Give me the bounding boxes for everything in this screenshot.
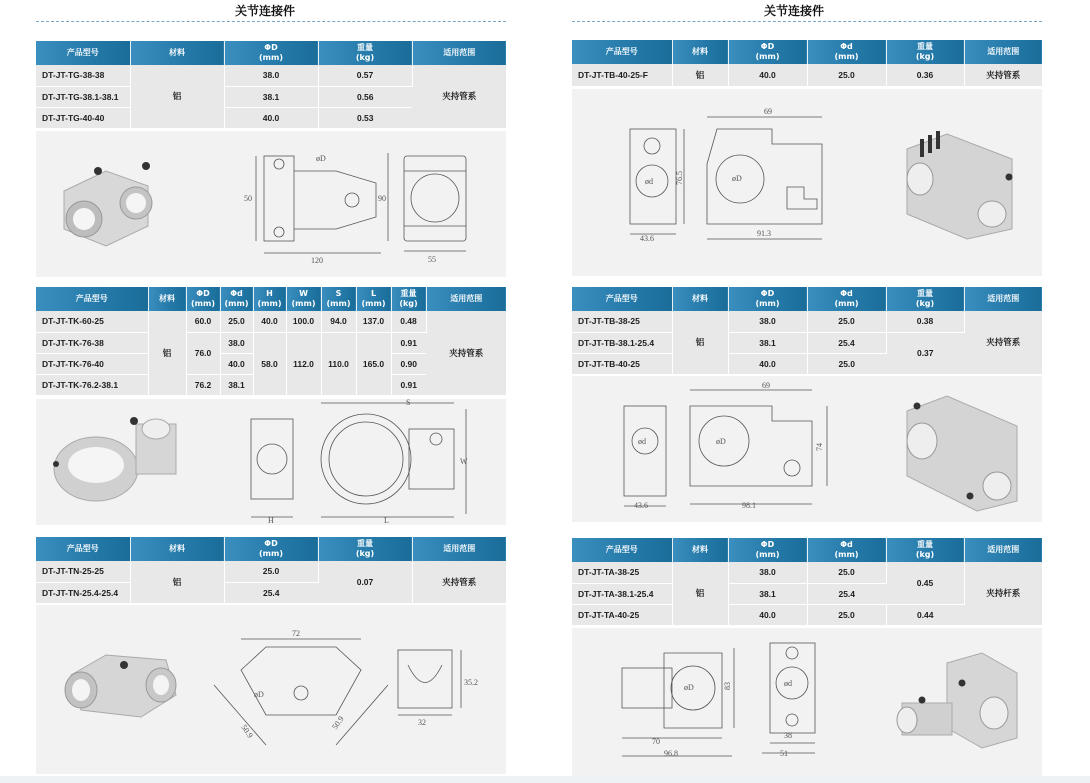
col-scope: 适用范围 (412, 41, 506, 65)
table-cell: 76.0 (186, 332, 220, 374)
dim-50-9-right: 50.9 (330, 714, 346, 732)
ta-front-view (622, 648, 734, 756)
table-cell: 112.0 (286, 332, 321, 395)
ta-product-render (897, 653, 1017, 748)
table-cell: 25.4 (807, 332, 886, 353)
dim-55: 55 (428, 255, 436, 264)
tbf-product-render (907, 131, 1013, 239)
table-cell: 铝 (130, 65, 224, 128)
col-weight: 重量 (kg) (886, 538, 964, 562)
tn-spec-panel (36, 537, 506, 604)
col-D: ΦD (mm) (728, 40, 807, 64)
tbf-drawings (572, 89, 1042, 277)
tbf-spec-table (572, 40, 1042, 87)
table-cell: DT-JT-TG-40-40 (36, 107, 130, 128)
dim-72: 72 (292, 629, 300, 638)
col-weight: 重量 (kg) (886, 40, 964, 64)
bottom-strip (0, 776, 1090, 783)
col-weight: 重量 (kg) (318, 537, 412, 561)
table-cell: 38.0 (728, 311, 807, 332)
col-D: ΦD (mm) (186, 287, 220, 311)
table-cell: 38.1 (224, 86, 318, 107)
tn-drawings (36, 605, 506, 775)
dim-oD: øD (732, 174, 742, 183)
table-cell: 0.90 (391, 353, 426, 374)
col-material: 材料 (672, 287, 728, 311)
dim-32: 32 (418, 718, 426, 727)
table-cell: DT-JT-TK-60-25 (36, 311, 148, 332)
tb-spec-panel (572, 287, 1042, 375)
col-material: 材料 (672, 40, 728, 64)
tb-side-view (624, 406, 666, 506)
table-cell: DT-JT-TK-76-38 (36, 332, 148, 353)
table-cell: 110.0 (321, 332, 356, 395)
table-cell: 0.36 (886, 64, 964, 86)
table-cell: 铝 (672, 64, 728, 86)
dim-83: 83 (723, 682, 732, 690)
dim-50-9-left: 50.9 (239, 722, 255, 740)
table-cell: 40.0 (220, 353, 253, 374)
tg-product-render (64, 162, 152, 246)
dim-W: W (460, 457, 468, 466)
dim-76-5: 76.5 (675, 171, 684, 185)
tk-spec-table (36, 287, 506, 396)
table-cell: 0.38 (886, 311, 964, 332)
col-S: S (mm) (321, 287, 356, 311)
tn-drawing-area (36, 604, 506, 774)
col-scope: 适用范围 (426, 287, 506, 311)
table-cell: DT-JT-TN-25.4-25.4 (36, 582, 130, 603)
col-d: Φd (mm) (807, 40, 886, 64)
table-cell: 40.0 (728, 64, 807, 86)
tb-spec-table (572, 287, 1042, 375)
table-cell: DT-JT-TA-38-25 (572, 562, 672, 583)
table-cell: 25.0 (224, 561, 318, 582)
table-cell: 25.0 (807, 353, 886, 374)
left-title-rule (36, 21, 506, 22)
table-cell: 0.07 (318, 561, 412, 603)
table-cell: 25.0 (807, 562, 886, 583)
table-cell: 25.4 (807, 583, 886, 604)
dim-38: 38 (784, 731, 792, 740)
tk-spec-panel (36, 287, 506, 396)
tk-front-view (251, 419, 293, 517)
dim-69: 69 (762, 381, 770, 390)
table-cell: 铝 (148, 311, 186, 395)
tk-drawings (36, 399, 506, 526)
table-cell: 0.48 (391, 311, 426, 332)
table-cell: DT-JT-TB-38.1-25.4 (572, 332, 672, 353)
table-cell: 38.1 (728, 583, 807, 604)
ta-spec-table (572, 538, 1042, 626)
table-cell: 40.0 (253, 311, 286, 332)
col-L: L (mm) (356, 287, 391, 311)
table-cell: 40.0 (224, 107, 318, 128)
tk-drawing-area (36, 398, 506, 525)
table-cell: 25.0 (807, 604, 886, 625)
table-cell: 38.1 (220, 374, 253, 395)
ta-spec-panel (572, 538, 1042, 626)
dim-L: L (384, 516, 389, 525)
table-cell: 0.91 (391, 332, 426, 353)
tg-drawing-area (36, 130, 506, 277)
col-weight: 重量 (kg) (886, 287, 964, 311)
tbf-spec-panel (572, 40, 1042, 87)
table-cell: DT-JT-TK-76-40 (36, 353, 148, 374)
col-d: Φd (mm) (807, 287, 886, 311)
table-cell: 0.45 (886, 562, 964, 604)
table-cell: DT-JT-TA-38.1-25.4 (572, 583, 672, 604)
dim-oD: øD (684, 683, 694, 692)
table-cell: 165.0 (356, 332, 391, 395)
table-cell: 58.0 (253, 332, 286, 395)
col-material: 材料 (130, 41, 224, 65)
tn-product-render (65, 655, 176, 717)
table-cell: 夹持管系 (964, 64, 1042, 86)
col-D: ΦD (mm) (728, 287, 807, 311)
table-cell: 夹持管系 (412, 561, 506, 603)
dim-oD: øD (716, 437, 726, 446)
table-cell: 40.0 (728, 353, 807, 374)
table-cell: 0.91 (391, 374, 426, 395)
left-page-title: 关节连接件 (234, 4, 295, 18)
table-cell: 25.0 (220, 311, 253, 332)
table-cell: 0.57 (318, 65, 412, 86)
table-cell: 38.0 (220, 332, 253, 353)
table-cell: 137.0 (356, 311, 391, 332)
tbf-drawing-area (572, 88, 1042, 276)
dim-51: 51 (780, 749, 788, 758)
table-cell: 铝 (672, 562, 728, 625)
col-weight: 重量 (kg) (318, 41, 412, 65)
table-cell: DT-JT-TN-25-25 (36, 561, 130, 582)
col-H: H (mm) (253, 287, 286, 311)
dim-od: ød (645, 177, 653, 186)
col-weight: 重量 (kg) (391, 287, 426, 311)
dim-74: 74 (815, 443, 824, 451)
col-model: 产品型号 (572, 287, 672, 311)
tg-front-view (256, 153, 388, 253)
table-cell: 夹持管系 (412, 65, 506, 128)
col-material: 材料 (148, 287, 186, 311)
table-cell: DT-JT-TB-40-25 (572, 353, 672, 374)
table-cell: 夹持管系 (426, 311, 506, 395)
dim-43-6: 43.6 (640, 234, 654, 243)
tbf-front-view (707, 117, 822, 239)
dim-91-3: 91.3 (757, 229, 771, 238)
table-cell: 100.0 (286, 311, 321, 332)
tb-drawing-area (572, 375, 1042, 522)
col-model: 产品型号 (36, 41, 130, 65)
dim-69: 69 (764, 107, 772, 116)
table-cell: 94.0 (321, 311, 356, 332)
col-scope: 适用范围 (964, 287, 1042, 311)
dim-od: ød (638, 437, 646, 446)
tg-side-view (404, 156, 466, 251)
table-cell: 38.1 (728, 332, 807, 353)
dim-oD: øD (254, 690, 264, 699)
col-scope: 适用范围 (964, 538, 1042, 562)
col-material: 材料 (130, 537, 224, 561)
tb-front-view (690, 390, 827, 504)
dim-50: 50 (244, 194, 252, 203)
table-cell: 0.56 (318, 86, 412, 107)
dim-43-6: 43.6 (634, 501, 648, 510)
table-cell: 铝 (672, 311, 728, 374)
table-cell: DT-JT-TG-38-38 (36, 65, 130, 86)
col-material: 材料 (672, 538, 728, 562)
right-title-rule (572, 21, 1042, 22)
table-cell: 0.37 (886, 332, 964, 374)
dim-S: S (406, 399, 411, 407)
dim-90: 90 (378, 194, 386, 203)
col-model: 产品型号 (36, 287, 148, 311)
col-d: Φd (mm) (220, 287, 253, 311)
tk-product-render (53, 417, 176, 501)
col-D: ΦD (mm) (224, 41, 318, 65)
table-cell: 60.0 (186, 311, 220, 332)
col-W: W (mm) (286, 287, 321, 311)
col-D: ΦD (mm) (224, 537, 318, 561)
table-cell: 夹持管系 (964, 311, 1042, 374)
dim-35-2: 35.2 (464, 678, 478, 687)
col-scope: 适用范围 (412, 537, 506, 561)
dim-98-1: 98.1 (742, 501, 756, 510)
table-cell: 25.0 (807, 311, 886, 332)
tg-spec-table (36, 41, 506, 129)
col-D: ΦD (mm) (728, 538, 807, 562)
table-cell: 25.4 (224, 582, 318, 603)
col-model: 产品型号 (572, 40, 672, 64)
table-cell: 0.44 (886, 604, 964, 625)
col-model: 产品型号 (36, 537, 130, 561)
table-cell: 铝 (130, 561, 224, 603)
dim-H: H (268, 516, 274, 525)
table-cell: 40.0 (728, 604, 807, 625)
table-cell: 76.2 (186, 374, 220, 395)
tn-side-view (398, 650, 461, 715)
tg-spec-panel (36, 41, 506, 129)
ta-drawings (572, 628, 1042, 777)
col-scope: 适用范围 (964, 40, 1042, 64)
col-d: Φd (mm) (807, 538, 886, 562)
table-cell: 0.53 (318, 107, 412, 128)
right-page-title: 关节连接件 (763, 4, 824, 18)
table-cell: DT-JT-TG-38.1-38.1 (36, 86, 130, 107)
table-cell: 25.0 (807, 64, 886, 86)
col-model: 产品型号 (572, 538, 672, 562)
table-cell: 38.0 (728, 562, 807, 583)
table-cell: 38.0 (224, 65, 318, 86)
dim-96-8: 96.8 (664, 749, 678, 758)
dim-120: 120 (311, 256, 323, 265)
dim-od: ød (784, 679, 792, 688)
dim-70: 70 (652, 737, 660, 746)
table-cell: DT-JT-TB-38-25 (572, 311, 672, 332)
tg-drawings (36, 131, 506, 278)
table-cell: DT-JT-TK-76.2-38.1 (36, 374, 148, 395)
tb-product-render (907, 396, 1017, 511)
tb-drawings (572, 376, 1042, 523)
dim-oD: øD (316, 154, 326, 163)
ta-drawing-area (572, 627, 1042, 776)
table-cell: DT-JT-TB-40-25-F (572, 64, 672, 86)
tn-spec-table (36, 537, 506, 604)
tk-top-view (321, 403, 466, 517)
table-cell: 夹持杆系 (964, 562, 1042, 625)
table-cell: DT-JT-TA-40-25 (572, 604, 672, 625)
